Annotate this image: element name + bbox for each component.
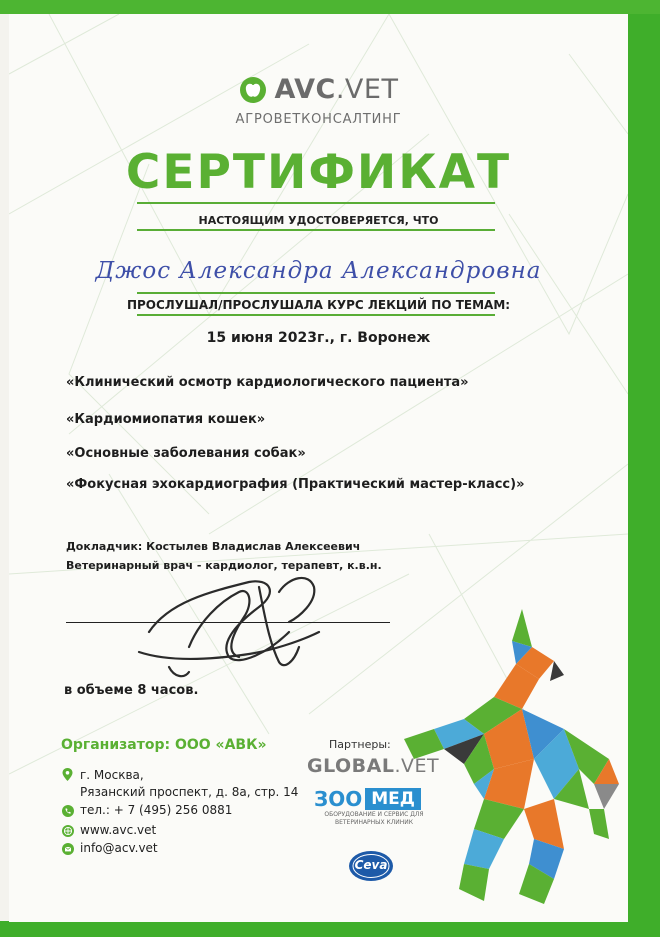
phone-line xyxy=(61,803,232,817)
geometric-dog-illustration xyxy=(404,609,624,909)
certificate-title: СЕРТИФИКАТ xyxy=(125,145,512,200)
topic-item: «Фокусная эхокардиография (Практический мастер-класс)» xyxy=(66,477,525,492)
avc-logo xyxy=(9,74,628,105)
course-volume: в объеме 8 часов. xyxy=(64,683,199,698)
globe-icon xyxy=(61,824,74,837)
divider-line xyxy=(137,314,495,316)
email-address: info@acv.vet xyxy=(80,841,158,855)
speaker-title: Ветеринарный врач - кардиолог, терапевт, к.в.н. xyxy=(66,559,382,572)
globalvet-logo: GLOBAL.VET xyxy=(307,755,440,777)
location-pin-icon xyxy=(61,768,74,781)
website-url: www.avc.vet xyxy=(80,823,157,837)
right-green-border xyxy=(628,0,660,937)
course-intro: ПРОСЛУШАЛ/ПРОСЛУШАЛА КУРС ЛЕКЦИЙ ПО ТЕМАМ: xyxy=(126,298,511,312)
ceva-logo: Ceva xyxy=(347,849,395,883)
topic-item: «Клинический осмотр кардиологического пациента» xyxy=(66,375,469,390)
apple-logo-icon xyxy=(239,76,267,104)
divider-line xyxy=(137,229,495,231)
speaker-name: Докладчик: Костылев Владислав Алексеевич xyxy=(66,540,361,553)
certifies-text: НАСТОЯЩИМ УДОСТОВЕРЯЕТСЯ, ЧТО xyxy=(198,214,439,227)
zoomed-subtitle: ОБОРУДОВАНИЕ И СЕРВИС ДЛЯ ВЕТЕРИНАРНЫХ КЛИНИК xyxy=(324,811,424,826)
event-date-place: 15 июня 2023г., г. Воронеж xyxy=(206,330,431,346)
bottom-green-border xyxy=(0,921,660,937)
recipient-name: Джос Александра Александровна xyxy=(95,258,542,284)
logo-text: AVC.VET xyxy=(274,74,399,105)
organizer-title: Организатор: ООО «АВК» xyxy=(61,737,267,753)
topic-item: «Кардиомиопатия кошек» xyxy=(66,412,266,427)
mail-icon xyxy=(61,842,74,855)
address-street: Рязанский проспект, д. 8а, стр. 14 xyxy=(80,785,299,799)
handwritten-signature xyxy=(129,562,329,682)
zoomed-logo: ЗОО МЕД xyxy=(314,787,421,811)
divider-line xyxy=(137,202,495,204)
phone-number: тел.: + 7 (495) 256 0881 xyxy=(80,803,233,817)
certificate-sheet xyxy=(9,14,628,922)
phone-icon xyxy=(61,804,74,817)
topic-item: «Основные заболевания собак» xyxy=(66,446,306,461)
website-line xyxy=(61,823,156,837)
address-city: г. Москва, xyxy=(80,768,144,782)
partners-label: Партнеры: xyxy=(329,738,391,751)
top-green-border xyxy=(0,0,660,14)
divider-line xyxy=(137,292,495,294)
brand-subtitle: АГРОВЕТКОНСАЛТИНГ xyxy=(235,112,402,127)
address-line xyxy=(61,767,298,801)
email-line xyxy=(61,841,158,855)
